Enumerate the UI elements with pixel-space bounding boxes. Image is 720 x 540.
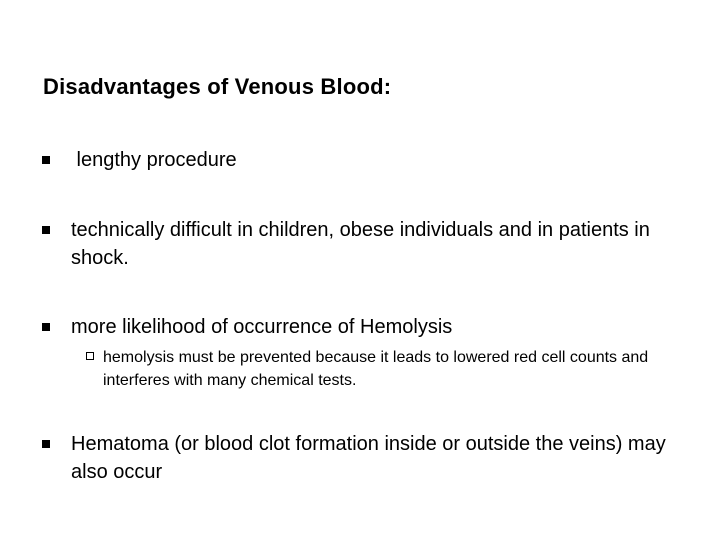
bullet-item bbox=[42, 146, 682, 174]
bullet-item bbox=[42, 216, 682, 272]
bullet-text: Hematoma (or blood clot formation inside or outside the veins) may also occur bbox=[71, 433, 666, 483]
bullet-item bbox=[42, 313, 682, 341]
square-bullet-icon bbox=[42, 323, 50, 331]
slide-title: Disadvantages of Venous Blood: bbox=[43, 74, 392, 99]
square-bullet-icon bbox=[42, 440, 50, 448]
bullet-text: technically difficult in children, obese individuals and in patients in shock. bbox=[71, 219, 650, 269]
square-bullet-icon bbox=[42, 156, 50, 164]
hollow-square-bullet-icon bbox=[86, 352, 94, 360]
bullet-text: more likelihood of occurrence of Hemolysis bbox=[71, 316, 453, 338]
bullet-item bbox=[42, 430, 682, 486]
sub-bullet-text: hemolysis must be prevented because it leads to lowered red cell counts and interferes with many chemical tests. bbox=[103, 349, 649, 389]
bullet-text: lengthy procedure bbox=[71, 149, 237, 171]
square-bullet-icon bbox=[42, 226, 50, 234]
sub-bullet-item bbox=[86, 346, 666, 392]
